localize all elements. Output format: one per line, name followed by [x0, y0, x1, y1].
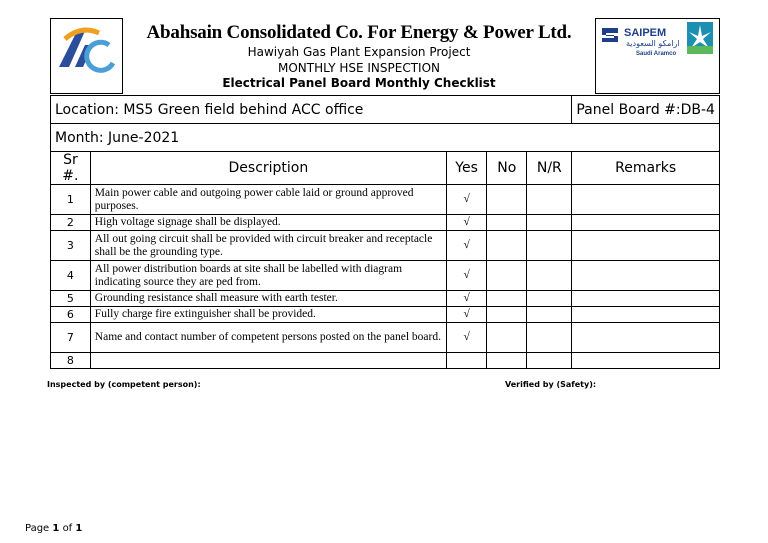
- col-no: No: [487, 152, 527, 185]
- location-row: [51, 96, 720, 124]
- row-sr: 1: [51, 185, 91, 215]
- row-sr: 8: [51, 353, 91, 369]
- row-yes: [446, 353, 486, 369]
- document-header: [50, 18, 720, 94]
- col-nr: N/R: [527, 152, 572, 185]
- header-text: [123, 18, 595, 94]
- acc-logo: [50, 18, 123, 94]
- row-yes: √: [446, 185, 486, 215]
- row-nr: [527, 215, 572, 231]
- location-cell: Location: MS5 Green field behind ACC office: [51, 96, 572, 124]
- table-row: [51, 353, 720, 369]
- row-nr: [527, 353, 572, 369]
- saipem-s-icon: [600, 25, 620, 45]
- row-sr: 7: [51, 323, 91, 353]
- table-row: [51, 261, 720, 291]
- inspected-by-label: Inspected by (competent person):: [47, 380, 201, 389]
- client-logos: [595, 18, 720, 94]
- table-row: [51, 323, 720, 353]
- table-row: [51, 185, 720, 215]
- row-yes: √: [446, 291, 486, 307]
- table-row: [51, 215, 720, 231]
- row-description: All power distribution boards at site shall be labelled with diagram indicating source they are ped from.: [90, 261, 446, 291]
- row-sr: 6: [51, 307, 91, 323]
- row-description: [90, 353, 446, 369]
- checklist-title: Electrical Panel Board Monthly Checklist: [222, 76, 496, 90]
- row-sr: 2: [51, 215, 91, 231]
- col-sr: Sr #.: [51, 152, 91, 185]
- row-yes: √: [446, 215, 486, 231]
- page-footer: [25, 523, 82, 534]
- row-remarks: [572, 307, 720, 323]
- company-name: Abahsain Consolidated Co. For Energy & Power Ltd.: [146, 22, 572, 43]
- row-nr: [527, 307, 572, 323]
- row-yes: √: [446, 323, 486, 353]
- row-remarks: [572, 353, 720, 369]
- table-row: [51, 307, 720, 323]
- row-no: [487, 261, 527, 291]
- col-remarks: Remarks: [572, 152, 720, 185]
- col-description: Description: [90, 152, 446, 185]
- aramco-star-icon: [687, 22, 713, 54]
- col-yes: Yes: [446, 152, 486, 185]
- month-cell: Month: June-2021: [51, 124, 720, 152]
- project-name: Hawiyah Gas Plant Expansion Project: [247, 45, 471, 59]
- row-remarks: [572, 291, 720, 307]
- row-sr: 3: [51, 231, 91, 261]
- row-no: [487, 185, 527, 215]
- row-nr: [527, 231, 572, 261]
- row-description: All out going circuit shall be provided with circuit breaker and receptacle shall be the grounding type.: [90, 231, 446, 261]
- row-description: High voltage signage shall be displayed.: [90, 215, 446, 231]
- table-row: [51, 291, 720, 307]
- row-remarks: [572, 185, 720, 215]
- row-remarks: [572, 323, 720, 353]
- row-nr: [527, 291, 572, 307]
- page-label: Page: [25, 523, 50, 534]
- aramco-english: Saudi Aramco: [636, 51, 677, 57]
- row-description: Fully charge fire extinguisher shall be provided.: [90, 307, 446, 323]
- row-yes: √: [446, 261, 486, 291]
- row-description: Grounding resistance shall measure with earth tester.: [90, 291, 446, 307]
- table-row: [51, 231, 720, 261]
- row-no: [487, 307, 527, 323]
- row-no: [487, 215, 527, 231]
- checklist-table: [50, 95, 720, 369]
- row-no: [487, 323, 527, 353]
- month-row: [51, 124, 720, 152]
- row-nr: [527, 261, 572, 291]
- page-of: of: [62, 523, 73, 534]
- page-total: 1: [75, 523, 83, 534]
- row-no: [487, 291, 527, 307]
- row-sr: 5: [51, 291, 91, 307]
- row-description: Name and contact number of competent persons posted on the panel board.: [90, 323, 446, 353]
- row-yes: √: [446, 231, 486, 261]
- page-number: 1: [52, 523, 60, 534]
- aramco-arabic: ارامكو السعودية: [626, 39, 680, 48]
- verified-by-label: Verified by (Safety):: [505, 380, 597, 389]
- row-remarks: [572, 215, 720, 231]
- row-no: [487, 231, 527, 261]
- row-description: Main power cable and outgoing power cable laid or ground approved purposes.: [90, 185, 446, 215]
- saipem-label: SAIPEM: [624, 27, 667, 39]
- panel-board-cell: Panel Board #:DB-4: [572, 96, 720, 124]
- row-remarks: [572, 231, 720, 261]
- row-yes: √: [446, 307, 486, 323]
- row-sr: 4: [51, 261, 91, 291]
- column-header-row: [51, 152, 720, 185]
- row-nr: [527, 323, 572, 353]
- inspection-title: MONTHLY HSE INSPECTION: [277, 61, 441, 75]
- row-nr: [527, 185, 572, 215]
- row-no: [487, 353, 527, 369]
- row-remarks: [572, 261, 720, 291]
